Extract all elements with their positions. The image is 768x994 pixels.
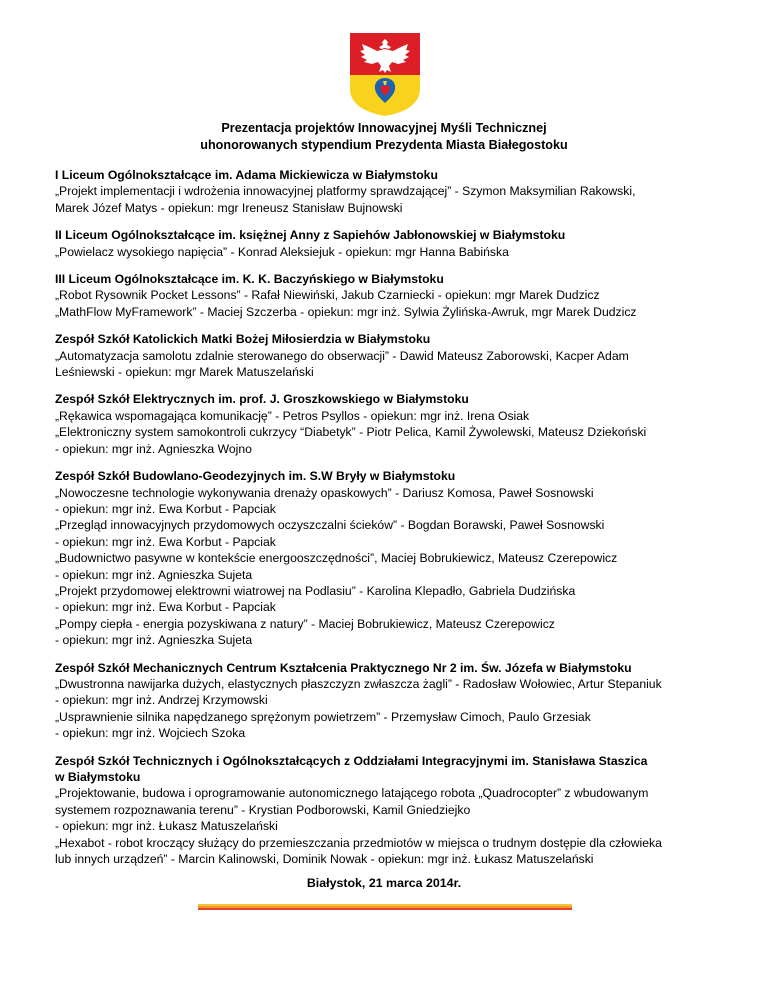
project-line: „Powielacz wysokiego napięcia” - Konrad Aleksiejuk - opiekun: mgr Hanna Babińska xyxy=(55,244,509,259)
school-section xyxy=(55,271,725,320)
project-line: - opiekun: mgr inż. Ewa Korbut - Papciak xyxy=(55,600,276,615)
school-name: Zespół Szkół Technicznych i Ogólnokształcących z Oddziałami Integracyjnymi im. Stanisława Staszica w Białymstoku xyxy=(55,753,648,784)
school-name: I Liceum Ogólnokształcące im. Adama Mickiewicza w Białymstoku xyxy=(55,168,438,182)
project-line: „Elektroniczny system samokontroli cukrzycy “Diabetyk” - Piotr Pelica, Kamil Żywolewski, Mateusz Dziekoński xyxy=(55,425,647,440)
project-line: - opiekun: mgr inż. Ewa Korbut - Papciak xyxy=(55,534,276,549)
school-section xyxy=(55,660,725,742)
project-line: „Nowoczesne technologie wykonywania drenaży opaskowych” - Dariusz Komosa, Paweł Sosnowski xyxy=(55,485,594,500)
project-line: „Projekt przydomowej elektrowni wiatrowej na Podlasiu” - Karolina Klepadło, Gabriela Dudzińska xyxy=(55,583,576,598)
project-line: - opiekun: mgr inż. Łukasz Matuszelański xyxy=(55,819,278,834)
school-section xyxy=(55,167,725,216)
school-section xyxy=(55,753,725,868)
project-line: - opiekun: mgr inż. Agnieszka Wojno xyxy=(55,441,252,456)
document-title-line-1: Prezentacja projektów Innowacyjnej Myśli Technicznej xyxy=(221,121,547,135)
school-name: III Liceum Ogólnokształcące im. K. K. Baczyńskiego w Białymstoku xyxy=(55,272,444,287)
project-line: - opiekun: mgr inż. Wojciech Szoka xyxy=(55,726,246,741)
project-line: „Projekt implementacji i wdrożenia innowacyjnej platformy sprawdzającej” - Szymon Maksymilian Rakowski, xyxy=(55,184,636,199)
project-line: „Robot Rysownik Pocket Lessons” - Rafał Niewiński, Jakub Czarniecki - opiekun: mgr Marek Dudzicz xyxy=(55,288,600,303)
bar-stripe-bottom xyxy=(198,908,572,910)
school-section xyxy=(55,468,725,648)
school-section xyxy=(55,227,725,260)
project-line: Leśniewski - opiekun: mgr Marek Matuszelański xyxy=(55,365,314,380)
project-line: systemem rozpoznawania terenu” - Krystian Podborowski, Kamil Gniedziejko xyxy=(55,802,471,817)
project-line: Marek Józef Matys - opiekun: mgr Ireneusz Stanisław Bujnowski xyxy=(55,200,403,215)
project-line: „Budownictwo pasywne w kontekście energooszczędności”, Maciej Bobrukiewicz, Mateusz Czerepowicz xyxy=(55,551,618,566)
project-line: „Rękawica wspomagająca komunikację” - Petros Psyllos - opiekun: mgr inż. Irena Osiak xyxy=(55,408,530,423)
school-name: Zespół Szkół Budowlano-Geodezyjnych im. S.W Bryły w Białymstoku xyxy=(55,469,456,484)
school-name: Zespół Szkół Mechanicznych Centrum Kształcenia Praktycznego Nr 2 im. Św. Józefa w Białymstoku xyxy=(55,660,632,675)
school-name: Zespół Szkół Katolickich Matki Bożej Miłosierdzia w Białymstoku xyxy=(55,332,431,347)
school-name: Zespół Szkół Elektrycznych im. prof. J. Groszkowskiego w Białymstoku xyxy=(55,392,469,407)
project-line: - opiekun: mgr inż. Agnieszka Sujeta xyxy=(55,633,253,648)
schools-list xyxy=(55,167,725,878)
project-line: „Automatyzacja samolotu zdalnie sterowanego do obserwacji” - Dawid Mateusz Zaborowski, Kacper Adam xyxy=(55,348,629,363)
school-name: II Liceum Ogólnokształcące im. księżnej Anny z Sapiehów Jabłonowskiej w Białymstoku xyxy=(55,228,566,243)
project-line: „MathFlow MyFramework” - Maciej Szczerba - opiekun: mgr inż. Sylwia Żylińska-Awruk, mgr Marek Dudzicz xyxy=(55,304,637,319)
project-line: - opiekun: mgr inż. Ewa Korbut - Papciak xyxy=(55,501,276,516)
school-section xyxy=(55,331,725,380)
document-date: Białystok, 21 marca 2014r. xyxy=(306,876,462,890)
project-line: - opiekun: mgr inż. Agnieszka Sujeta xyxy=(55,567,253,582)
project-line: „Hexabot - robot kroczący służący do przemieszczania przedmiotów w miejsca o trudnym dostępie dla człowieka xyxy=(55,835,662,850)
project-line: - opiekun: mgr inż. Andrzej Krzymowski xyxy=(55,693,268,708)
project-line: lub innych urządzeń” - Marcin Kalinowski, Dominik Nowak - opiekun: mgr inż. Łukasz Matuszelański xyxy=(55,852,594,867)
document-title-line-2: uhonorowanych stypendium Prezydenta Miasta Białegostoku xyxy=(200,138,568,152)
project-line: „Projektowanie, budowa i oprogramowanie autonomicznego latającego robota „Quadrocopter” z wbudowanym xyxy=(55,786,649,801)
project-line: „Pompy ciepła - energia pozyskiwana z natury” - Maciej Bobrukiewicz, Mateusz Czerepowicz xyxy=(55,616,555,631)
school-section xyxy=(55,391,725,457)
project-line: „Usprawnienie silnika napędzanego sprężonym powietrzem” - Przemysław Cimoch, Paulo Grzesiak xyxy=(55,709,591,724)
project-line: „Przegląd innowacyjnych przydomowych oczyszczalni ścieków” - Bogdan Borawski, Paweł Sosnowski xyxy=(55,518,605,533)
project-line: „Dwustronna nawijarka dużych, elastycznych płaszczyzn zwłaszcza żagli” - Radosław Wołowiec, Artur Stepaniuk xyxy=(55,676,662,691)
decorative-color-bar xyxy=(198,904,572,912)
bialystok-coat-of-arms-icon xyxy=(347,31,423,117)
